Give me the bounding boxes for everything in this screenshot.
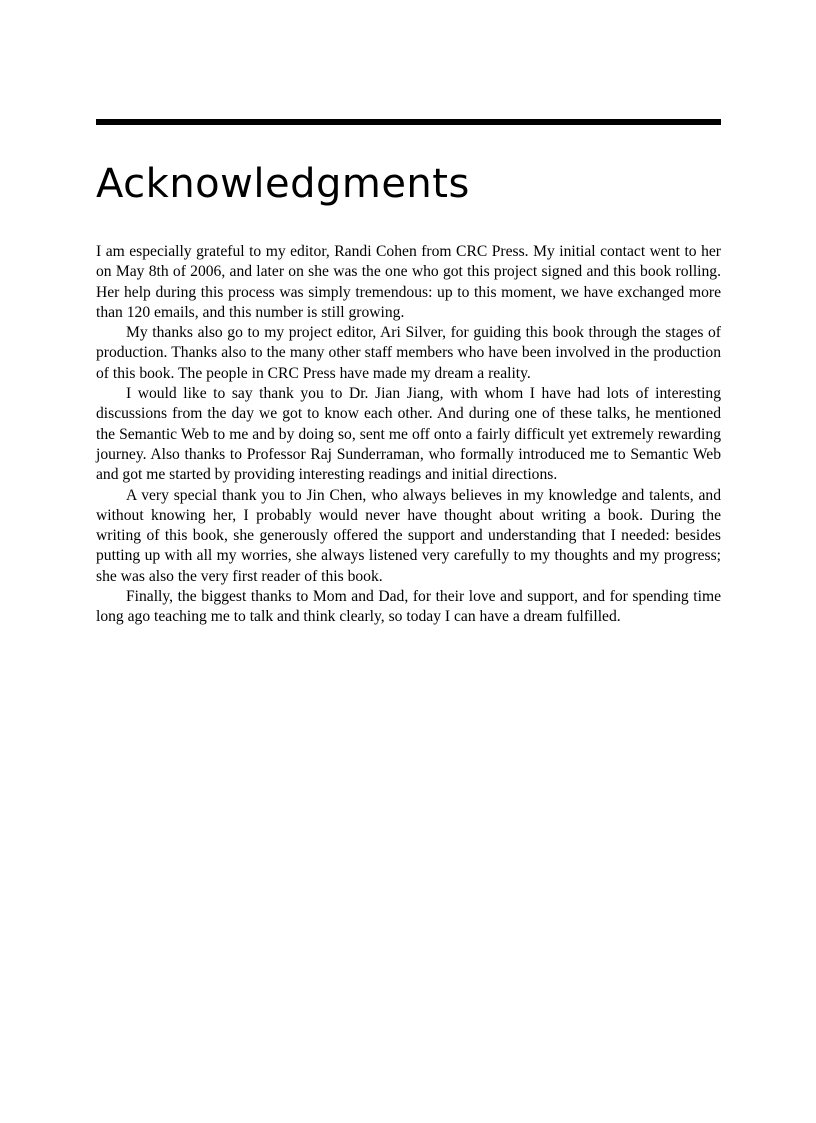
paragraph-jian-jiang: I would like to say thank you to Dr. Jian Jiang, with whom I have had lots of interesting discussions from the day we got to know each other. And during one of these talks, he mentioned the Semantic Web to me and by doing so, sent me off onto a fairly difficult yet extremely rewarding journey. Also thanks to Professor Raj Sunderraman, who formally introduced me to Semantic Web and got me started by providing interesting readings and initial directions. — [96, 385, 721, 484]
chapter-top-rule — [96, 119, 721, 125]
acknowledgments-body — [96, 242, 721, 628]
paragraph-parents: Finally, the biggest thanks to Mom and Dad, for their love and support, and for spending time long ago teaching me to talk and think clearly, so today I can have a dream fulfilled. — [96, 588, 721, 626]
paragraph-jin-chen: A very special thank you to Jin Chen, who always believes in my knowledge and talents, and without knowing her, I probably would never have thought about writing a book. During the writing of this book, she generously offered the support and understanding that I needed: besides putting up with all my worries, she always listened very carefully to my thoughts and my progress; she was also the very first reader of this book. — [96, 486, 721, 585]
chapter-title: Acknowledgments — [96, 161, 470, 207]
paragraph-project-editor: My thanks also go to my project editor, Ari Silver, for guiding this book through the stages of production. Thanks also to the many other staff members who have been involved in the production of this book. The people in CRC Press have made my dream a reality. — [96, 324, 721, 382]
paragraph-editor: I am especially grateful to my editor, Randi Cohen from CRC Press. My initial contact went to her on May 8th of 2006, and later on she was the one who got this project signed and this book rolling. Her help during this process was simply tremendous: up to this moment, we have exchanged more than 120 emails, and this number is still growing. — [96, 243, 721, 321]
